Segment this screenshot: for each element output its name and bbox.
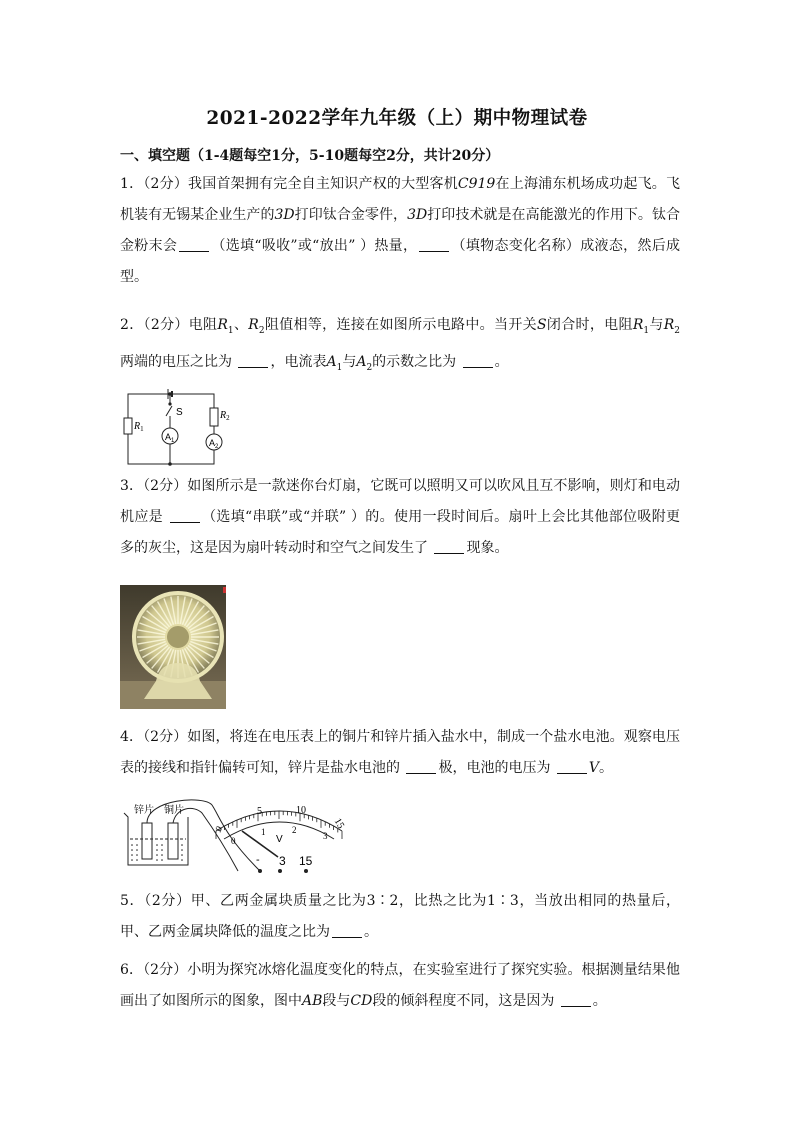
salt-water-dot [161,854,163,856]
answer-blank[interactable] [406,759,436,774]
salt-water-dot [181,854,183,856]
scale-bottom-2: 2 [292,825,297,835]
scale-bottom-1: 1 [261,827,266,837]
answer-blank[interactable] [561,992,591,1007]
terminal-15: 15 [299,854,313,868]
label-r1: $R_1$ [134,421,144,433]
salt-water-dot [136,844,138,846]
question-1: 1．（2分）我国首架拥有完全自主知识产权的大型客机C919在上海浦东机场成功起飞。飞机装有无锡某企业生产的3D打印钛合金零件，3D打印技术就是在高能激光的作用下。钛合金粉末会 （选填“吸收”或“放出” ）热量， （填物态变化名称）成液态，然后成型。 [120,176,681,285]
scale-top-15: 15 [331,816,347,831]
answer-blank[interactable] [419,237,449,252]
salt-water-dot [136,859,138,861]
salt-water-dot [131,844,133,846]
question-6: 6．（2分）小明为探究冰熔化温度变化的特点，在实验室进行了探究实验。根据测量结果他画出了如图所示的图象，图中AB段与CD段的倾斜程度不同，这是因为 。 [120,962,680,1009]
answer-blank[interactable] [557,759,587,774]
label-r2: $R_2$ [220,410,230,422]
question-5: 5．（2分）甲、乙两金属块质量之比为3∶2，比热之比为1∶3，当放出相同的热量后，甲、乙两金属块降低的温度之比为 。 [120,893,680,940]
salt-water-battery-diagram [120,795,360,877]
page-title: 2021-2022学年九年级（上）期中物理试卷 [206,108,588,129]
salt-water-dot [131,849,133,851]
salt-water-dot [136,854,138,856]
label-copper: 铜片 [164,805,184,816]
label-switch: S [176,407,183,418]
scale-bottom-0: 0 [231,836,236,846]
salt-water-dot [181,859,183,861]
answer-blank[interactable] [463,353,493,368]
salt-water-dot [161,844,163,846]
answer-blank[interactable] [238,353,268,368]
salt-water-dot [156,849,158,851]
label-zinc: 锌片 [134,805,154,816]
terminal-negative: - [256,854,260,866]
answer-blank[interactable] [434,539,464,554]
salt-water-dot [181,849,183,851]
scale-top-10: 10 [296,805,306,816]
scale-bottom-3: 3 [323,831,328,841]
salt-water-dot [156,844,158,846]
section-heading-fill-in: 一、填空题（1-4题每空1分，5-10题每空2分，共计20分） [120,148,500,164]
salt-water-dot [156,859,158,861]
scale-top-5: 5 [257,806,262,817]
voltmeter-unit: V [276,834,283,845]
salt-water-dot [136,849,138,851]
answer-blank[interactable] [332,923,362,938]
salt-water-dot [161,859,163,861]
scale-top-0: 0 [213,824,225,834]
label-a2: $A_2$ [209,438,219,450]
terminal-3: 3 [279,854,286,868]
question-4: 4．（2分）如图，将连在电压表上的铜片和锌片插入盐水中，制成一个盐水电池。观察电压表的接线和指针偏转可知，锌片是盐水电池的 极，电池的电压为 V。 [120,729,680,776]
circuit-diagram [120,388,240,468]
salt-water-dot [181,844,183,846]
salt-water-dot [131,854,133,856]
answer-blank[interactable] [179,237,209,252]
label-a1: $A_1$ [165,432,175,444]
salt-water-dot [156,854,158,856]
salt-water-dot [161,849,163,851]
answer-blank[interactable] [170,508,200,523]
mini-fan-lamp-photo [120,585,226,709]
salt-water-dot [131,859,133,861]
question-3: 3．（2分）如图所示是一款迷你台灯扇，它既可以照明又可以吹风且互不影响，则灯和电动机应是 （选填“串联”或“并联” ）的。使用一段时间后。扇叶上会比其他部位吸附更多的灰尘，这是因为扇叶转动时和空气之间发生了 现象。 [120,478,681,556]
question-2: 2．（2分）电阻$R_1$、$R_2$阻值相等，连接在如图所示电路中。当开关S闭合时，电阻$R_1$与$R_2$两端的电压之比为 ，电流表$A_1$与$A_2$的示数之比为 。 [120,317,681,373]
